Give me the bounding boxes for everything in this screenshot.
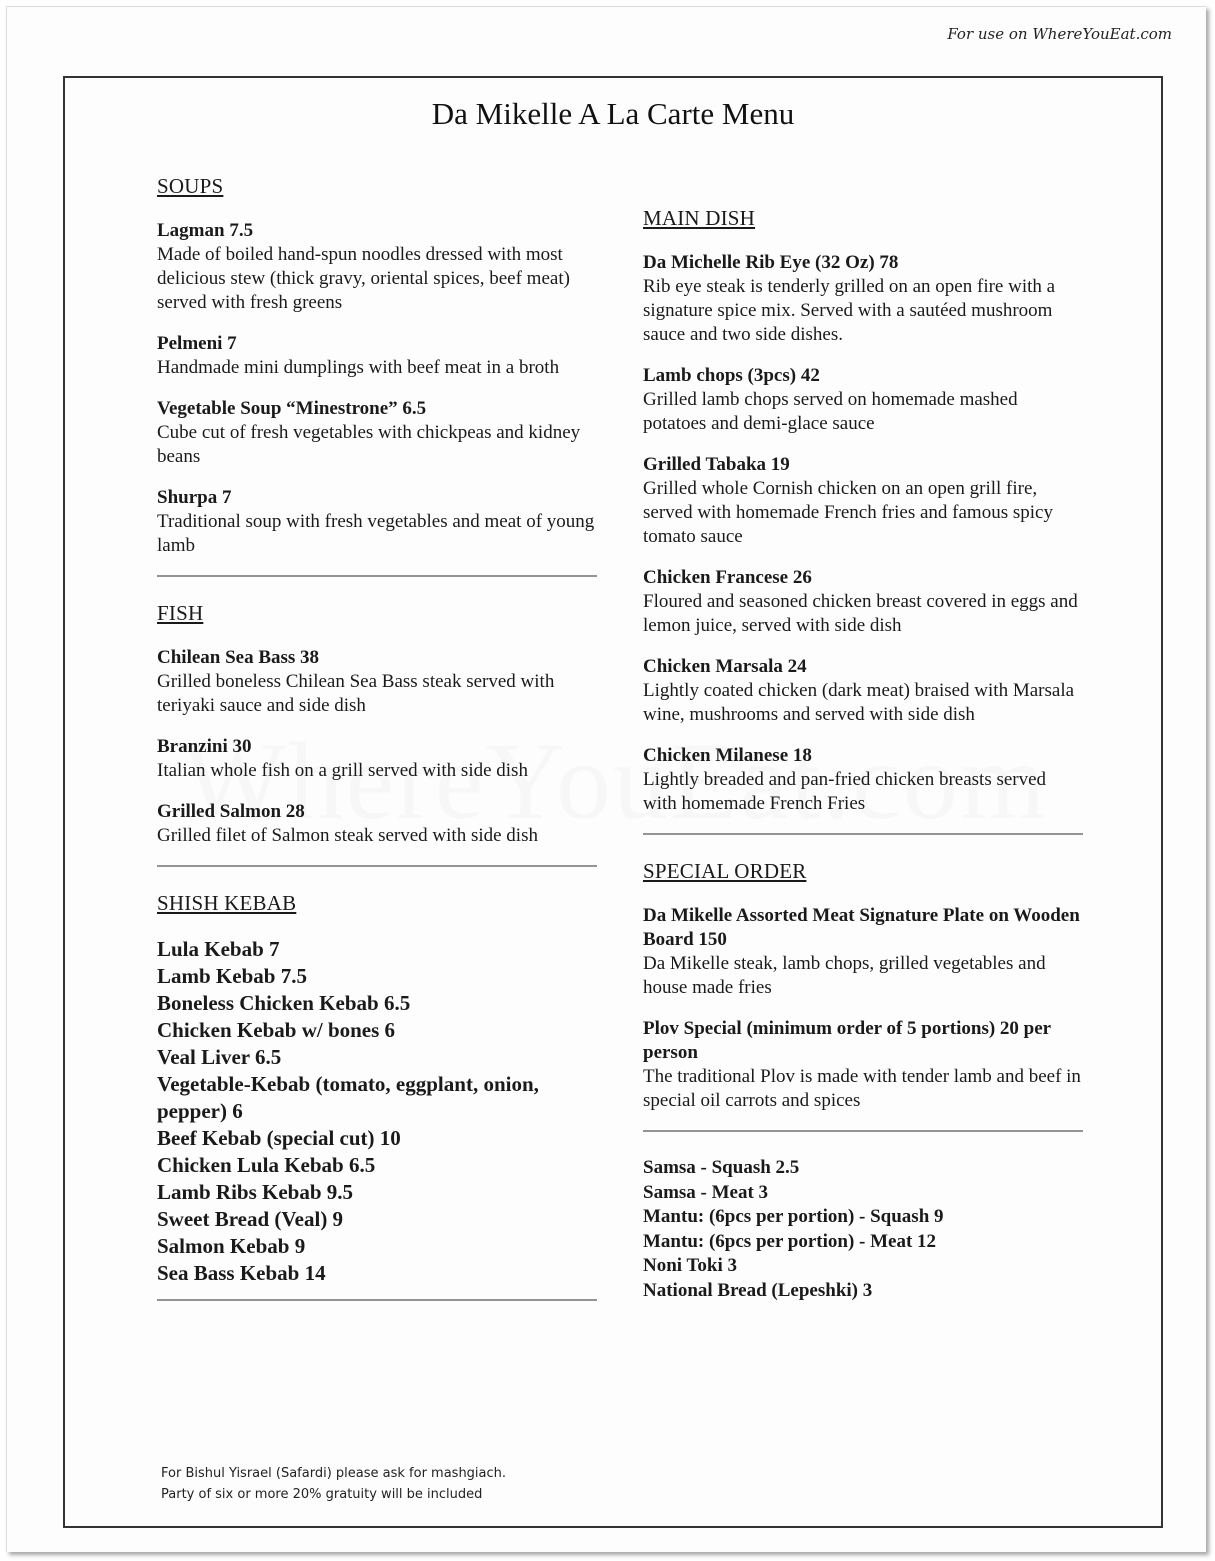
list-item: Sweet Bread (Veal) 9 <box>157 1207 344 1231</box>
section-heading-shish-kebab: SHISH KEBAB <box>157 891 297 915</box>
menu-item <box>643 364 1083 436</box>
menu-item <box>643 904 1083 1000</box>
list-item: Sea Bass Kebab 14 <box>157 1261 326 1285</box>
menu-item <box>157 219 597 315</box>
item-description: Grilled lamb chops served on homemade mashed potatoes and demi-glace sauce <box>643 389 1018 434</box>
item-name: Lamb chops (3pcs) 42 <box>643 365 820 386</box>
section-heading-special-order: SPECIAL ORDER <box>643 859 807 883</box>
menu-item <box>157 735 597 783</box>
item-description: Italian whole fish on a grill served with side dish <box>157 760 528 781</box>
item-name: Chicken Milanese 18 <box>643 745 812 766</box>
right-column <box>643 206 1083 1303</box>
list-item: Salmon Kebab 9 <box>157 1234 306 1258</box>
list-item: Mantu: (6pcs per portion) - Squash 9 <box>643 1206 944 1227</box>
section-heading-fish: FISH <box>157 601 204 625</box>
item-description: Grilled whole Cornish chicken on an open grill fire, served with homemade French fries and famous spicy tomato sauce <box>643 478 1053 547</box>
item-name: Grilled Tabaka 19 <box>643 454 790 475</box>
item-name: Branzini 30 <box>157 736 252 757</box>
item-name: Da Michelle Rib Eye (32 Oz) 78 <box>643 252 899 273</box>
list-item: Noni Toki 3 <box>643 1255 737 1276</box>
item-description: Grilled filet of Salmon steak served with side dish <box>157 825 538 846</box>
section-divider <box>157 575 597 577</box>
list-item: Vegetable-Kebab (tomato, eggplant, onion, pepper) 6 <box>157 1072 539 1123</box>
menu-frame <box>63 76 1163 1528</box>
item-description: Lightly coated chicken (dark meat) braised with Marsala wine, mushrooms and served with side dish <box>643 680 1075 725</box>
item-description: Rib eye steak is tenderly grilled on an open fire with a signature spice mix. Served with a sautéed mushroom sauce and two side dishes. <box>643 276 1056 345</box>
item-name: Chilean Sea Bass 38 <box>157 647 320 668</box>
menu-item <box>643 744 1083 816</box>
item-name: Lagman 7.5 <box>157 220 254 241</box>
list-item: Lula Kebab 7 <box>157 937 280 961</box>
left-column <box>157 174 597 1325</box>
menu-item <box>643 251 1083 347</box>
section-divider <box>157 1299 597 1301</box>
section-divider <box>643 1130 1083 1132</box>
menu-item <box>643 453 1083 549</box>
item-name: Da Mikelle Assorted Meat Signature Plate on Wooden Board 150 <box>643 905 1080 950</box>
list-item: Samsa - Squash 2.5 <box>643 1157 800 1178</box>
menu-item <box>643 655 1083 727</box>
item-description: Grilled boneless Chilean Sea Bass steak served with teriyaki sauce and side dish <box>157 671 555 716</box>
section-divider <box>643 833 1083 835</box>
item-name: Shurpa 7 <box>157 487 232 508</box>
menu-item <box>157 486 597 558</box>
list-item: Veal Liver 6.5 <box>157 1045 282 1069</box>
page-title: Da Mikelle A La Carte Menu <box>431 96 795 131</box>
menu-item <box>157 332 597 380</box>
item-description: The traditional Plov is made with tender lamb and beef in special oil carrots and spices <box>643 1066 1081 1111</box>
menu-sheet <box>6 6 1206 1552</box>
item-description: Traditional soup with fresh vegetables and meat of young lamb <box>157 511 595 556</box>
menu-item <box>643 566 1083 638</box>
footer-note <box>161 1463 506 1505</box>
menu-item <box>643 1017 1083 1113</box>
section-divider <box>157 865 597 867</box>
item-name: Grilled Salmon 28 <box>157 801 305 822</box>
item-name: Chicken Francese 26 <box>643 567 812 588</box>
footer-line: Party of six or more 20% gratuity will be included <box>161 1487 483 1502</box>
item-name: Chicken Marsala 24 <box>643 656 807 677</box>
menu-item <box>157 397 597 469</box>
extras-list <box>643 1156 1083 1303</box>
item-name: Plov Special (minimum order of 5 portions) 20 per person <box>643 1018 1051 1063</box>
footer-line: For Bishul Yisrael (Safardi) please ask for mashgiach. <box>161 1466 507 1481</box>
item-description: Handmade mini dumplings with beef meat in a broth <box>157 357 560 378</box>
list-item: Chicken Kebab w/ bones 6 <box>157 1018 396 1042</box>
item-description: Da Mikelle steak, lamb chops, grilled vegetables and house made fries <box>643 953 1046 998</box>
list-item: Chicken Lula Kebab 6.5 <box>157 1153 376 1177</box>
item-description: Lightly breaded and pan-fried chicken breasts served with homemade French Fries <box>643 769 1047 814</box>
list-item: Samsa - Meat 3 <box>643 1181 769 1203</box>
item-description: Floured and seasoned chicken breast covered in eggs and lemon juice, served with side dish <box>643 591 1078 636</box>
section-heading-main-dish: MAIN DISH <box>643 206 756 230</box>
kebab-list <box>157 936 597 1287</box>
list-item: Beef Kebab (special cut) 10 <box>157 1126 401 1150</box>
item-name: Vegetable Soup “Minestrone” 6.5 <box>157 398 427 419</box>
menu-item <box>157 646 597 718</box>
section-heading-soups: SOUPS <box>157 174 224 198</box>
list-item: National Bread (Lepeshki) 3 <box>643 1279 873 1301</box>
item-description: Made of boiled hand-spun noodles dressed with most delicious stew (thick gravy, oriental spices, beef meat) served with fresh greens <box>157 244 570 313</box>
source-note: For use on WhereYouEat.com <box>947 25 1172 43</box>
menu-item <box>157 800 597 848</box>
list-item: Lamb Kebab 7.5 <box>157 964 307 988</box>
item-name: Pelmeni 7 <box>157 333 237 354</box>
list-item: Boneless Chicken Kebab 6.5 <box>157 991 411 1015</box>
list-item: Mantu: (6pcs per portion) - Meat 12 <box>643 1230 937 1252</box>
list-item: Lamb Ribs Kebab 9.5 <box>157 1180 354 1204</box>
item-description: Cube cut of fresh vegetables with chickpeas and kidney beans <box>157 422 581 467</box>
